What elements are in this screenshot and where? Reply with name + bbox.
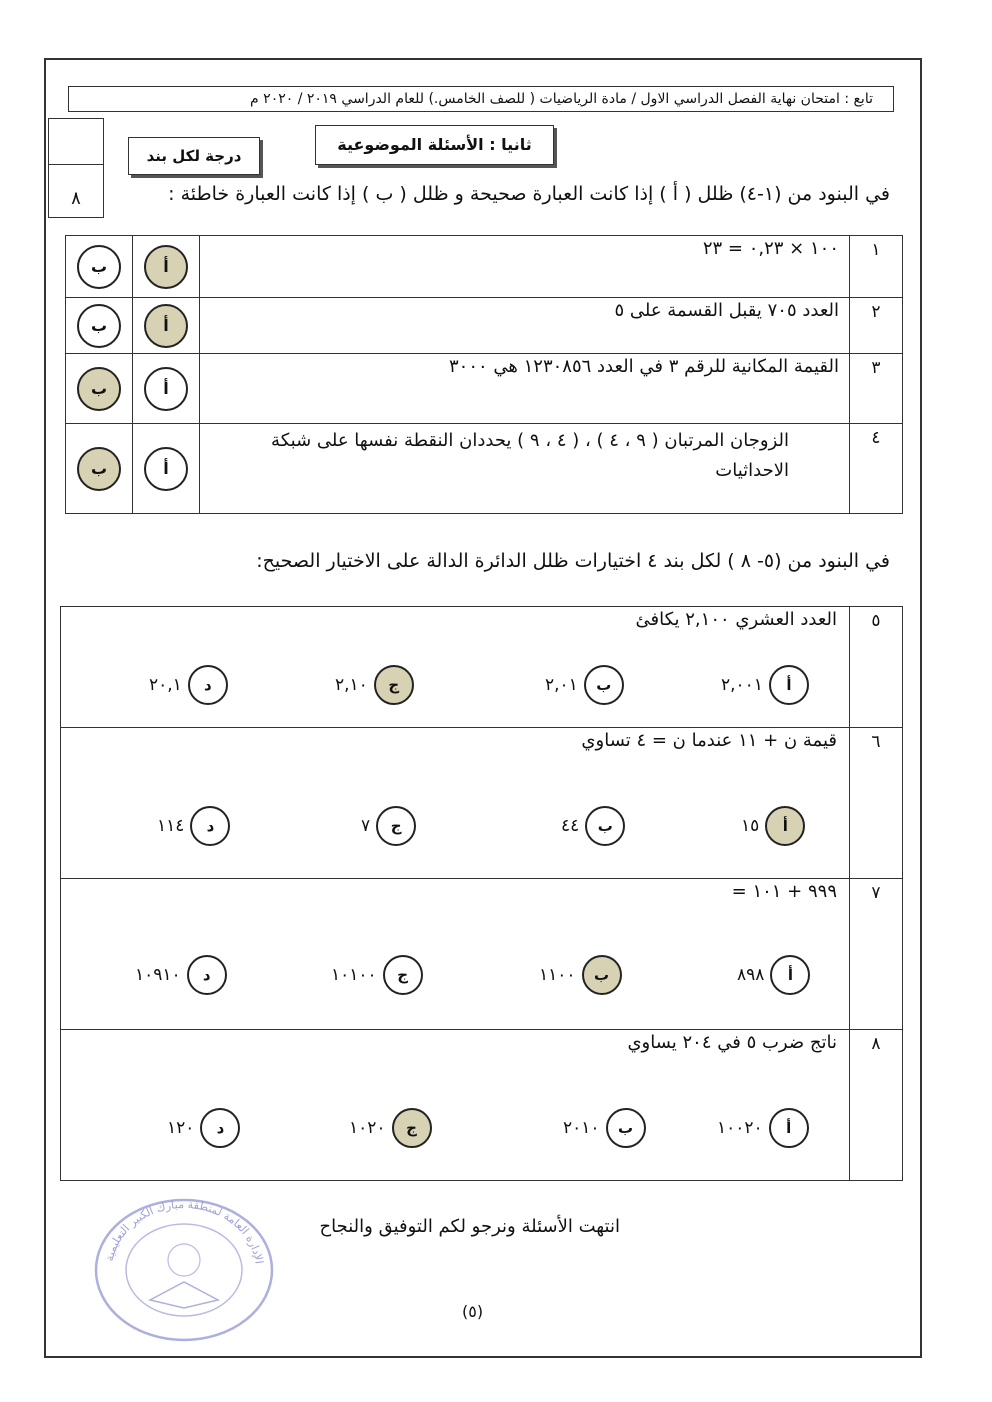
option-bubble[interactable]: د (190, 806, 230, 846)
item-number: ٣ (850, 354, 903, 424)
option-a[interactable] (737, 955, 810, 995)
option-value: ٢,٠٠١ (721, 675, 763, 695)
option-bubble[interactable]: ب (582, 955, 622, 995)
option-value: ٨٩٨ (737, 965, 765, 985)
option-value: ٢٠١٠ (563, 1118, 600, 1138)
closing-text: انتهت الأسئلة ونرجو لكم التوفيق والنجاح (319, 1216, 620, 1237)
question-text: ناتج ضرب ٥ في ٢٠٤ يساوي (627, 1032, 837, 1053)
option-bubble[interactable]: د (188, 665, 228, 705)
item-number: ٥ (850, 607, 903, 728)
option-value: ١٥ (741, 816, 760, 836)
statement-text: الزوجان المرتبان ( ٩ ، ٤ ) ، ( ٤ ، ٩ ) يحددان النقطة نفسها على شبكة الاحداثيات (200, 424, 850, 514)
option-b-bubble[interactable]: ب (77, 367, 121, 411)
option-d[interactable] (157, 806, 230, 846)
option-c[interactable] (335, 665, 414, 705)
option-value: ٤٤ (561, 816, 580, 836)
option-value: ١٠٩١٠ (135, 965, 181, 985)
option-bubble[interactable]: أ (765, 806, 805, 846)
option-value: ١١٠٠ (539, 965, 576, 985)
option-bubble[interactable]: أ (769, 665, 809, 705)
option-a-bubble[interactable]: أ (144, 245, 188, 289)
option-bubble[interactable]: ب (585, 806, 625, 846)
option-b-cell (66, 236, 133, 298)
option-value: ٢٠,١ (149, 675, 182, 695)
option-b[interactable] (561, 806, 625, 846)
option-bubble[interactable]: ج (376, 806, 416, 846)
option-b-bubble[interactable]: ب (77, 447, 121, 491)
option-a[interactable] (741, 806, 805, 846)
option-bubble[interactable]: ب (584, 665, 624, 705)
table-row (66, 424, 903, 514)
option-a-bubble[interactable]: أ (144, 447, 188, 491)
statement-text: القيمة المكانية للرقم ٣ في العدد ١٢٣٠٨٥٦ هي ٣٠٠٠ (200, 354, 850, 424)
item-number: ٢ (850, 298, 903, 354)
option-value: ١١٤ (157, 816, 185, 836)
multiple-choice-table (60, 606, 903, 1181)
question-text: قيمة ن + ١١ عندما ن = ٤ تساوي (581, 730, 837, 751)
option-bubble[interactable]: ب (606, 1108, 646, 1148)
option-b-bubble[interactable]: ب (77, 245, 121, 289)
option-b-bubble[interactable]: ب (77, 304, 121, 348)
per-item-label: درجة لكل بند (128, 137, 260, 175)
statement-text: ١٠٠ × ٠,٢٣ = ٢٣ (200, 236, 850, 298)
option-a[interactable] (721, 665, 809, 705)
table-row (61, 879, 903, 1030)
option-d[interactable] (167, 1108, 240, 1148)
option-bubble[interactable]: ج (392, 1108, 432, 1148)
question-text: ٩٩٩ + ١٠١ = (731, 881, 837, 902)
table-row (61, 1030, 903, 1181)
svg-text:الإدارة العامة لمنطقة مبارك ال: الإدارة العامة لمنطقة مبارك الكبير التعليمية (102, 1197, 266, 1265)
item-number: ٦ (850, 728, 903, 879)
instruction-multiple-choice: في البنود من (٥- ٨ ) لكل بند ٤ اختيارات ظلل الدائرة الدالة على الاختيار الصحيح: (256, 550, 890, 572)
table-row (61, 607, 903, 728)
question-text: العدد العشري ٢,١٠٠ يكافئ (635, 609, 837, 630)
option-c[interactable] (361, 806, 416, 846)
option-c[interactable] (349, 1108, 432, 1148)
option-b[interactable] (563, 1108, 646, 1148)
table-row (61, 728, 903, 879)
option-bubble[interactable]: أ (770, 955, 810, 995)
question-body (61, 607, 850, 728)
option-value: ٢,١٠ (335, 675, 368, 695)
school-stamp-seal (90, 1190, 278, 1342)
option-bubble[interactable]: أ (769, 1108, 809, 1148)
option-b[interactable] (545, 665, 624, 705)
option-value: ١٠٠٢٠ (717, 1118, 763, 1138)
option-bubble[interactable]: ج (374, 665, 414, 705)
option-bubble[interactable]: د (187, 955, 227, 995)
option-a-cell (133, 236, 200, 298)
table-row (66, 298, 903, 354)
option-bubble[interactable]: ج (383, 955, 423, 995)
item-number: ٨ (850, 1030, 903, 1181)
item-number: ٤ (850, 424, 903, 514)
option-d[interactable] (135, 955, 227, 995)
option-c[interactable] (331, 955, 423, 995)
grade-box-divider (48, 164, 104, 165)
instruction-true-false: في البنود من (١-٤) ظلل ( أ ) إذا كانت العبارة صحيحة و ظلل ( ب ) إذا كانت العبارة خاطئة : (168, 183, 890, 205)
grade-value: ٨ (71, 188, 81, 209)
option-d[interactable] (149, 665, 228, 705)
option-value: ١٠٢٠ (349, 1118, 386, 1138)
page-number: (٥) (462, 1302, 484, 1321)
option-b[interactable] (539, 955, 622, 995)
option-a[interactable] (717, 1108, 809, 1148)
true-false-table (65, 235, 903, 514)
option-a-bubble[interactable]: أ (144, 367, 188, 411)
item-number: ٧ (850, 879, 903, 1030)
option-value: ١٢٠ (167, 1118, 195, 1138)
option-a-bubble[interactable]: أ (144, 304, 188, 348)
item-number: ١ (850, 236, 903, 298)
section-title: ثانيا : الأسئلة الموضوعية (315, 125, 554, 165)
option-bubble[interactable]: د (200, 1108, 240, 1148)
exam-header: تابع : امتحان نهاية الفصل الدراسي الاول / مادة الرياضيات ( للصف الخامس.) للعام الدراسي ٢٠١٩ / ٢٠٢٠ م (68, 86, 894, 112)
statement-text: العدد ٧٠٥ يقبل القسمة على ٥ (200, 298, 850, 354)
table-row (66, 236, 903, 298)
table-row (66, 354, 903, 424)
option-value: ٧ (361, 816, 371, 836)
option-value: ٢,٠١ (545, 675, 578, 695)
option-value: ١٠١٠٠ (331, 965, 377, 985)
